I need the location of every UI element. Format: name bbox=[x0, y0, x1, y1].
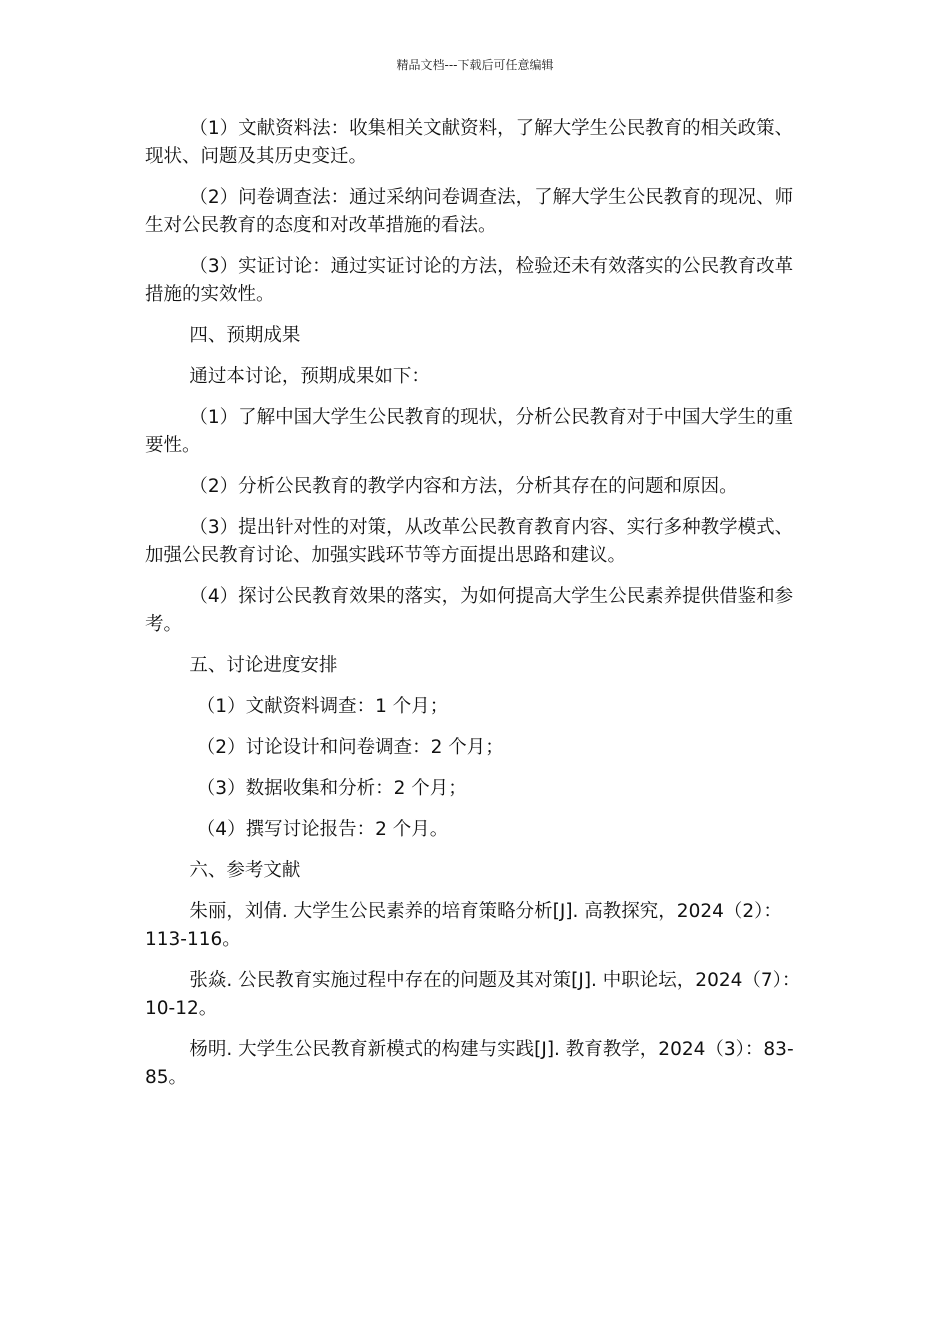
schedule-item-1: （1）文献资料调查：1 个月； bbox=[196, 696, 449, 717]
expected-result-4: （4）探讨公民教育效果的落实，为如何提高大学生公民素养提供借鉴和参考。 bbox=[145, 586, 794, 635]
reference-3: 杨明. 大学生公民教育新模式的构建与实践[J]. 教育教学，2024（3）：83-85。 bbox=[145, 1039, 794, 1088]
expected-result-2: （2）分析公民教育的教学内容和方法，分析其存在的问题和原因。 bbox=[189, 476, 738, 497]
page-header: 精品文档---下载后可任意编辑 bbox=[396, 58, 554, 72]
reference-1: 朱丽，刘倩. 大学生公民素养的培育策略分析[J]. 高教探究，2024（2）：113-116。 bbox=[145, 901, 782, 950]
section-heading-expected-results: 四、预期成果 bbox=[189, 325, 301, 346]
expected-results-intro: 通过本讨论，预期成果如下： bbox=[189, 366, 430, 387]
schedule-item-2: （2）讨论设计和问卷调查：2 个月； bbox=[196, 737, 504, 758]
expected-result-1: （1）了解中国大学生公民教育的现状，分析公民教育对于中国大学生的重要性。 bbox=[145, 407, 794, 456]
schedule-item-4: （4）撰写讨论报告：2 个月。 bbox=[196, 819, 449, 840]
method-3: （3）实证讨论：通过实证讨论的方法，检验还未有效落实的公民教育改革措施的实效性。 bbox=[145, 256, 794, 305]
method-2: （2）问卷调查法：通过采纳问卷调查法，了解大学生公民教育的现况、师生对公民教育的态度和对改革措施的看法。 bbox=[145, 187, 794, 236]
expected-result-3: （3）提出针对性的对策，从改革公民教育教育内容、实行多种教学模式、加强公民教育讨论、加强实践环节等方面提出思路和建议。 bbox=[145, 517, 794, 566]
method-1: （1）文献资料法：收集相关文献资料，了解大学生公民教育的相关政策、现状、问题及其历史变迁。 bbox=[145, 118, 794, 167]
section-heading-references: 六、参考文献 bbox=[189, 860, 301, 881]
schedule-item-3: （3）数据收集和分析：2 个月； bbox=[196, 778, 467, 799]
section-heading-schedule: 五、讨论进度安排 bbox=[189, 655, 338, 676]
reference-2: 张焱. 公民教育实施过程中存在的问题及其对策[J]. 中职论坛，2024（7）：10-12。 bbox=[145, 970, 801, 1019]
document-body bbox=[145, 115, 805, 1105]
